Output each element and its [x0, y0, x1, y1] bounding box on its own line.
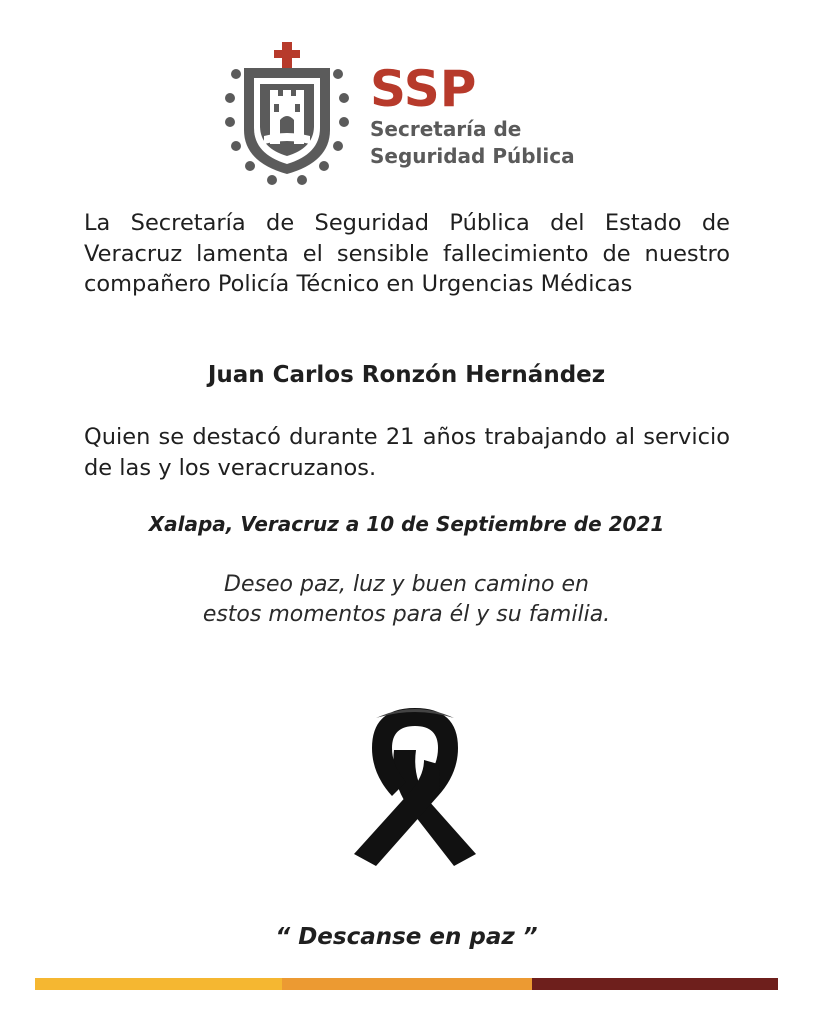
- footer-bar-yellow: [35, 978, 282, 990]
- footer-bar-maroon: [532, 978, 778, 990]
- brand-acronym: SSP: [370, 60, 477, 118]
- closing-phrase: “ Descanse en paz ”: [275, 924, 538, 950]
- ssp-logo: [222, 40, 602, 190]
- deceased-name: Juan Carlos Ronzón Hernández: [207, 362, 606, 388]
- condolence-message: [0, 570, 813, 630]
- mourning-ribbon-icon: [350, 704, 480, 880]
- condolence-line-2: estos momentos para él y su familia.: [202, 602, 611, 627]
- intro-paragraph: La Secretaría de Seguridad Pública del Estado de Veracruz lamenta el sensible fallecimiento de nuestro compañero Policía Técnico en Urgencias Médicas: [84, 210, 730, 297]
- brand-line-2: Seguridad Pública: [370, 144, 575, 168]
- brand-text: [370, 62, 575, 170]
- service-paragraph: Quien se destacó durante 21 años trabajando al servicio de las y los veracruzanos.: [84, 424, 730, 481]
- footer-bar-orange: [282, 978, 532, 990]
- date-line: Xalapa, Veracruz a 10 de Septiembre de 2021: [148, 512, 665, 536]
- condolence-line-1: Deseo paz, luz y buen camino en: [224, 572, 589, 597]
- state-seal-icon: [222, 40, 352, 190]
- brand-line-1: Secretaría de: [370, 117, 522, 141]
